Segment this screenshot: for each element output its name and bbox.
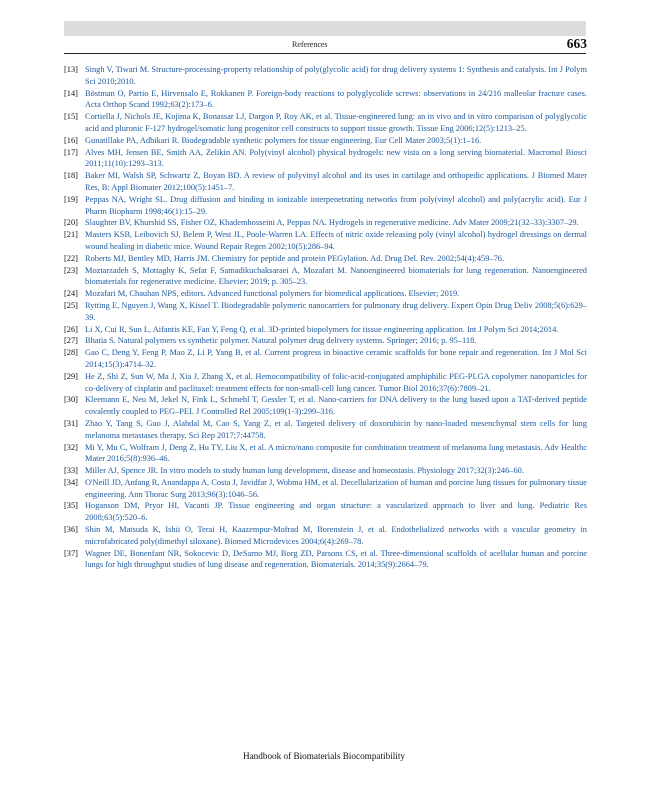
- reference-number: [15]: [64, 112, 78, 122]
- reference-text: Wagner DE, Bonenfant NR, Sokocevic D, DeSarno MJ, Borg ZD, Parsons CS, et al. Three-dimensional scaffolds of acellular human and porcine lungs for high throughput studies of lung disease and regeneration. Biomaterials. 2014;35(9):2664–79.: [85, 548, 587, 570]
- reference-text: O'Neill JD, Anfang R, Anandappa A, Costa J, Javidfar J, Wobma HM, et al. Decellularization of human and porcine lung tissues for pulmonary tissue engineering. Ann Thorac Surg 2013;96(3):1046–56.: [85, 477, 587, 499]
- reference-item[interactable]: [65, 324, 587, 336]
- reference-item[interactable]: [65, 64, 587, 88]
- reference-number: [25]: [64, 300, 78, 310]
- reference-number: [19]: [64, 194, 78, 204]
- reference-number: [18]: [64, 171, 78, 181]
- reference-number: [14]: [64, 88, 78, 98]
- reference-text: Mi Y, Mu C, Wolfram J, Deng Z, Hu TY, Liu X, et al. A micro/nano composite for combination treatment of melanoma lung metastasis. Adv Healthc Mater 2016;5(8):936–46.: [85, 442, 587, 464]
- reference-item[interactable]: [65, 217, 587, 229]
- reference-number: [23]: [64, 265, 78, 275]
- header-band: [64, 21, 586, 36]
- reference-text: Hoganson DM, Pryor HI, Vacanti JP. Tissue engineering and organ structure: a vascularized approach to liver and lung. Pediatric Res 2008;63(5):520–6.: [85, 501, 587, 523]
- reference-item[interactable]: [65, 548, 587, 572]
- reference-text: Singh V, Tiwari M. Structure-processing-property relationship of poly(glycolic acid) for drug delivery systems 1: Synthesis and catalysis. Int J Polym Sci 2010;2010.: [85, 65, 587, 86]
- reference-item[interactable]: [65, 170, 587, 194]
- reference-item[interactable]: [65, 335, 587, 347]
- reference-item[interactable]: [65, 477, 587, 501]
- reference-item[interactable]: [65, 135, 587, 147]
- reference-text: Mozafari M, Chauhan NPS, editors. Advanced functional polymers for biomedical applications. Elsevier; 2019.: [85, 289, 460, 299]
- footer-book-title: Handbook of Biomaterials Biocompatibility: [242, 751, 406, 761]
- reference-item[interactable]: [65, 347, 587, 371]
- reference-text: Peppas NA, Wright SL. Drug diffusion and binding in ionizable interpenetrating networks from poly(vinyl alcohol) and poly(acrylic acid). Eur J Pharm Biopharm 1998;46(1):15–29.: [85, 194, 587, 216]
- reference-text: Cortiella J, Nichols JE, Kojima K, Bonassar LJ, Dargon P, Roy AK, et al. Tissue-engineered lung: an in vivo and in vitro comparison of polyglycolic acid and pluronic F-127 hydrogel/somatic lung progenitor cell constructs to support tissue growth. Tissue Eng 2006;12(5):1213–25.: [85, 112, 587, 133]
- reference-text: Baker MI, Walsh SP, Schwartz Z, Boyan BD. A review of polyvinyl alcohol and its uses in cartilage and orthopedic applications. J Biomed Mater Res, B: Appl Biomater 2012;100(5):1451–7.: [85, 171, 587, 192]
- reference-text: Li X, Cui R, Sun L, Aifantis KE, Fan Y, Feng Q, et al. 3D-printed biopolymers for tissue engineering application. Int J Polym Sci 2014;2014.: [85, 324, 559, 334]
- reference-item[interactable]: [65, 300, 587, 324]
- reference-item[interactable]: [65, 371, 587, 395]
- reference-number: [16]: [64, 135, 78, 145]
- reference-item[interactable]: [65, 88, 587, 112]
- reference-text: Miller AJ, Spence JR. In vitro models to study human lung development, disease and homeostasis. Physiology 2017;32(3):246–60.: [85, 466, 524, 476]
- reference-text: Roberts MJ, Bentley MD, Harris JM. Chemistry for peptide and protein PEGylation. Ad. Drug Del. Rev. 2002;54(4):459–76.: [85, 253, 505, 263]
- reference-item[interactable]: [65, 465, 587, 477]
- reference-item[interactable]: [65, 147, 587, 171]
- reference-number: [17]: [64, 147, 78, 157]
- reference-number: [13]: [64, 65, 78, 74]
- reference-number: [37]: [64, 548, 78, 558]
- reference-text: Shin M, Matsuda K, Ishii O, Terai H, Kaazempur-Mofrad M, Borenstein J, et al. Endothelialized networks with a vascular geometry in microfabricated poly(dimethyl siloxane). Biomed Microdevices 2004;6(4):269–78.: [85, 525, 587, 546]
- reference-item[interactable]: [65, 394, 587, 418]
- reference-number: [26]: [64, 324, 78, 334]
- reference-list: [65, 64, 587, 571]
- reference-number: [28]: [64, 348, 78, 358]
- reference-number: [34]: [64, 477, 78, 487]
- reference-item[interactable]: [65, 288, 587, 300]
- reference-item[interactable]: [65, 194, 587, 218]
- reference-number: [30]: [64, 395, 78, 405]
- reference-number: [35]: [64, 501, 78, 511]
- reference-number: [36]: [64, 525, 78, 535]
- reference-item[interactable]: [65, 442, 587, 466]
- running-title: References: [292, 40, 328, 49]
- reference-number: [20]: [64, 218, 78, 228]
- reference-text: Kleemann E, Neu M, Jekel N, Fink L, Schmehl T, Gessler T, et al. Nano-carriers for DNA delivery to the lung based upon a TAT-derived peptide covalently coupled to PEG–PEI. J Controlled Rel 2005;109(1-3):299–316.: [85, 395, 587, 417]
- page-number: 663: [566, 36, 587, 51]
- reference-text: Zhao Y, Tang S, Guo J, Alahdal M, Cao S, Yang Z, et al. Targeted delivery of doxorubicin by nano-loaded mesenchymal stem cells for lung melanoma metastases therapy. Sci Rep 2017;7:44758.: [85, 418, 587, 440]
- reference-text: Rytting E, Nguyen J, Wang X, Kissel T. Biodegradable polymeric nanocarriers for pulmonary drug delivery. Expert Opin Drug Deliv 2008;5(6):629–39.: [85, 300, 587, 322]
- reference-text: Bhatia S. Natural polymers vs synthetic polymer. Natural polymer drug delivery systems. Springer; 2016; p. 95–118.: [85, 336, 477, 346]
- reference-text: Moztarzadeh S, Mottaghy K, Sefat F, Samadikuchaksaraei A, Mozafari M. Nanoengineered biomaterials for lung regeneration. Nanoengineered biomaterials for regenerative medicine. Elsevier; 2019; p. 305–23.: [85, 265, 587, 287]
- reference-item[interactable]: [65, 500, 587, 524]
- reference-text: Slaughter BV, Khurshid SS, Fisher OZ, Khademhosseini A, Peppas NA. Hydrogels in regenerative medicine. Adv Mater 2009;21(32–33):3307–29.: [85, 218, 579, 228]
- reference-number: [24]: [64, 289, 78, 299]
- reference-number: [32]: [64, 442, 78, 452]
- header-rule: [64, 53, 586, 54]
- reference-text: He Z, Shi Z, Sun W, Ma J, Xia J, Zhang X, et al. Hemocompatibility of folic-acid-conjugated amphiphilic PEG-PLGA copolymer nanoparticles for co-delivery of cisplatin and paclitaxel: treatment effects for non-small-cell lung cancer. Tumor Biol 2016;37(6):7809–21.: [85, 371, 587, 393]
- reference-number: [31]: [64, 418, 78, 428]
- reference-item[interactable]: [65, 418, 587, 442]
- reference-text: Böstman O, Partio E, Hirvensalo E, Rokkanen P. Foreign-body reactions to polyglycolide screws: observations in 24/216 malleolar fracture cases. Acta Orthop Scand 1992;63(2):173–6.: [85, 88, 587, 110]
- reference-number: [21]: [64, 230, 78, 240]
- reference-text: Alves MH, Jensen BE, Smith AA, Zelikin AN. Poly(vinyl alcohol) physical hydrogels: new vista on a long serving biomaterial. Macromol Biosci 2011;11(10):1293–313.: [85, 147, 587, 169]
- reference-item[interactable]: [65, 111, 587, 135]
- reference-item[interactable]: [65, 253, 587, 265]
- reference-number: [33]: [64, 466, 78, 476]
- reference-item[interactable]: [65, 229, 587, 253]
- reference-text: Gunatillake PA, Adhikari R. Biodegradable synthetic polymers for tissue engineering. Eur Cell Mater 2003;5(1):1–16.: [85, 135, 482, 145]
- reference-item[interactable]: [65, 524, 587, 548]
- reference-text: Gao C, Deng Y, Feng P, Mao Z, Li P, Yang B, et al. Current progress in bioactive ceramic scaffolds for bone repair and regeneration. Int J Mol Sci 2014;15(3):4714–32.: [85, 348, 587, 369]
- reference-number: [29]: [64, 371, 78, 381]
- reference-number: [27]: [64, 336, 78, 346]
- reference-item[interactable]: [65, 265, 587, 289]
- reference-text: Masters KSB, Leibovich SJ, Belem P, West JL, Poole-Warren LA. Effects of nitric oxide releasing poly (vinyl alcohol) hydrogel dressings on dermal wound healing in diabetic mice. Wound Repair Regen 2002;10(5):286–94.: [85, 230, 587, 251]
- reference-number: [22]: [64, 253, 78, 263]
